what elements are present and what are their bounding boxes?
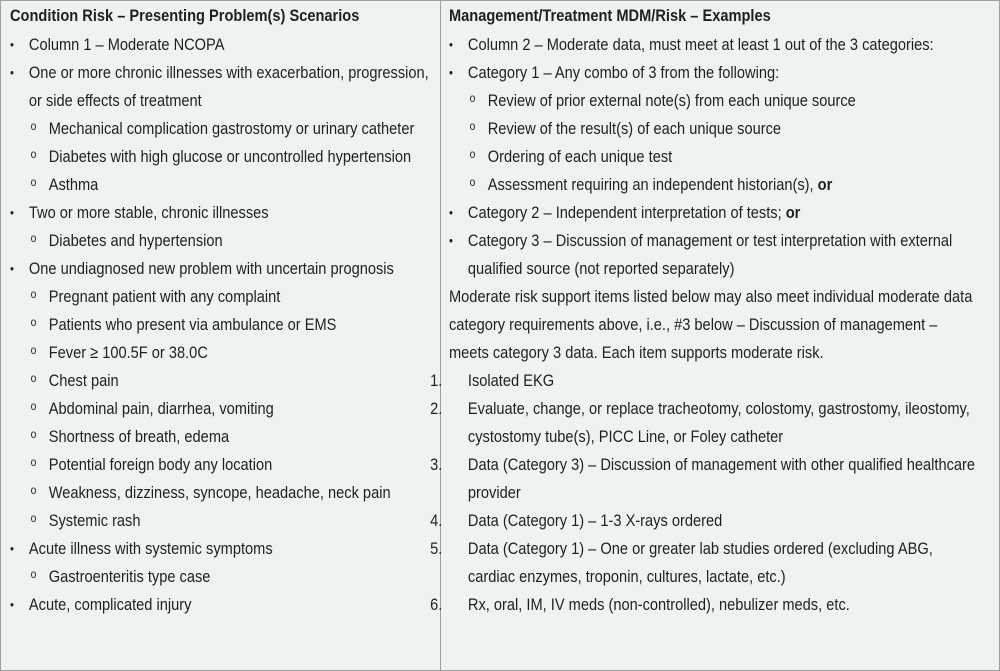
management-risk-column [430,1,999,670]
list-item: • Category 3 – Discussion of management or test interpretation with external qualified source (not reported separately) [449,231,953,278]
sub-list-item: o Fever ≥ 100.5F or 38.0C [30,343,208,362]
sub-list-item: o Weakness, dizziness, syncope, headache, neck pain [30,483,391,502]
numbered-item: 6. Rx, oral, IM, IV meds (non-controlled), nebulizer meds, etc. [430,595,850,614]
sub-list-item: o Patients who present via ambulance or EMS [30,315,337,334]
sub-list-item: o Pregnant patient with any complaint [30,287,281,306]
list-item: • Column 1 – Moderate NCOPA [10,35,225,54]
sub-list-item: o Review of prior external note(s) from each unique source [469,91,856,110]
list-item: • Column 2 – Moderate data, must meet at least 1 out of the 3 categories: [449,35,934,54]
moderate-risk-note: Moderate risk support items listed below may also meet individual moderate data category requirements above, i.e., #3 below – Discussion of management – meets category 3 data. Each item supports moderate risk. [449,287,973,362]
list-item: • Acute, complicated injury [10,595,192,614]
sub-list-item: o Asthma [30,175,99,194]
sub-list-item: o Systemic rash [30,511,141,530]
sub-list-item: o Diabetes and hypertension [30,231,223,250]
list-item: • Acute illness with systemic symptoms [10,539,273,558]
sub-list-item: o Potential foreign body any location [30,455,273,474]
sub-list-item: o Gastroenteritis type case [30,567,211,586]
numbered-item: 2. Evaluate, change, or replace tracheotomy, colostomy, gastrostomy, ileostomy, cystostomy tube(s), PICC Line, or Foley catheter [430,399,970,446]
list-item: • Two or more stable, chronic illnesses [10,203,269,222]
sub-list-item: o Assessment requiring an independent historian(s), or [469,175,833,194]
numbered-item: 1. Isolated EKG [430,371,555,390]
sub-list-item: o Mechanical complication gastrostomy or urinary catheter [30,119,415,138]
sub-list-item: o Abdominal pain, diarrhea, vomiting [30,399,274,418]
sub-list-item: o Chest pain [30,371,119,390]
management-risk-header: Management/Treatment MDM/Risk – Examples [449,6,771,25]
list-item: • Category 1 – Any combo of 3 from the following: [449,63,780,82]
sub-list-item: o Review of the result(s) of each unique source [469,119,782,138]
list-item: • One undiagnosed new problem with uncertain prognosis [10,259,394,278]
sub-list-item: o Ordering of each unique test [469,147,673,166]
numbered-item: 5. Data (Category 1) – One or greater lab studies ordered (excluding ABG, cardiac enzymes, troponin, cultures, lactate, etc.) [430,539,933,586]
condition-risk-column [1,1,441,670]
sub-list-item: o Diabetes with high glucose or uncontrolled hypertension [30,147,412,166]
list-item: • One or more chronic illnesses with exacerbation, progression, or side effects of treatment [10,63,429,110]
condition-risk-header: Condition Risk – Presenting Problem(s) Scenarios [10,6,360,25]
sub-list-item: o Shortness of breath, edema [30,427,230,446]
numbered-item: 4. Data (Category 1) – 1-3 X-rays ordered [430,511,723,530]
list-item: • Category 2 – Independent interpretation of tests; or [449,203,801,222]
numbered-item: 3. Data (Category 3) – Discussion of management with other qualified healthcare provider [430,455,976,502]
